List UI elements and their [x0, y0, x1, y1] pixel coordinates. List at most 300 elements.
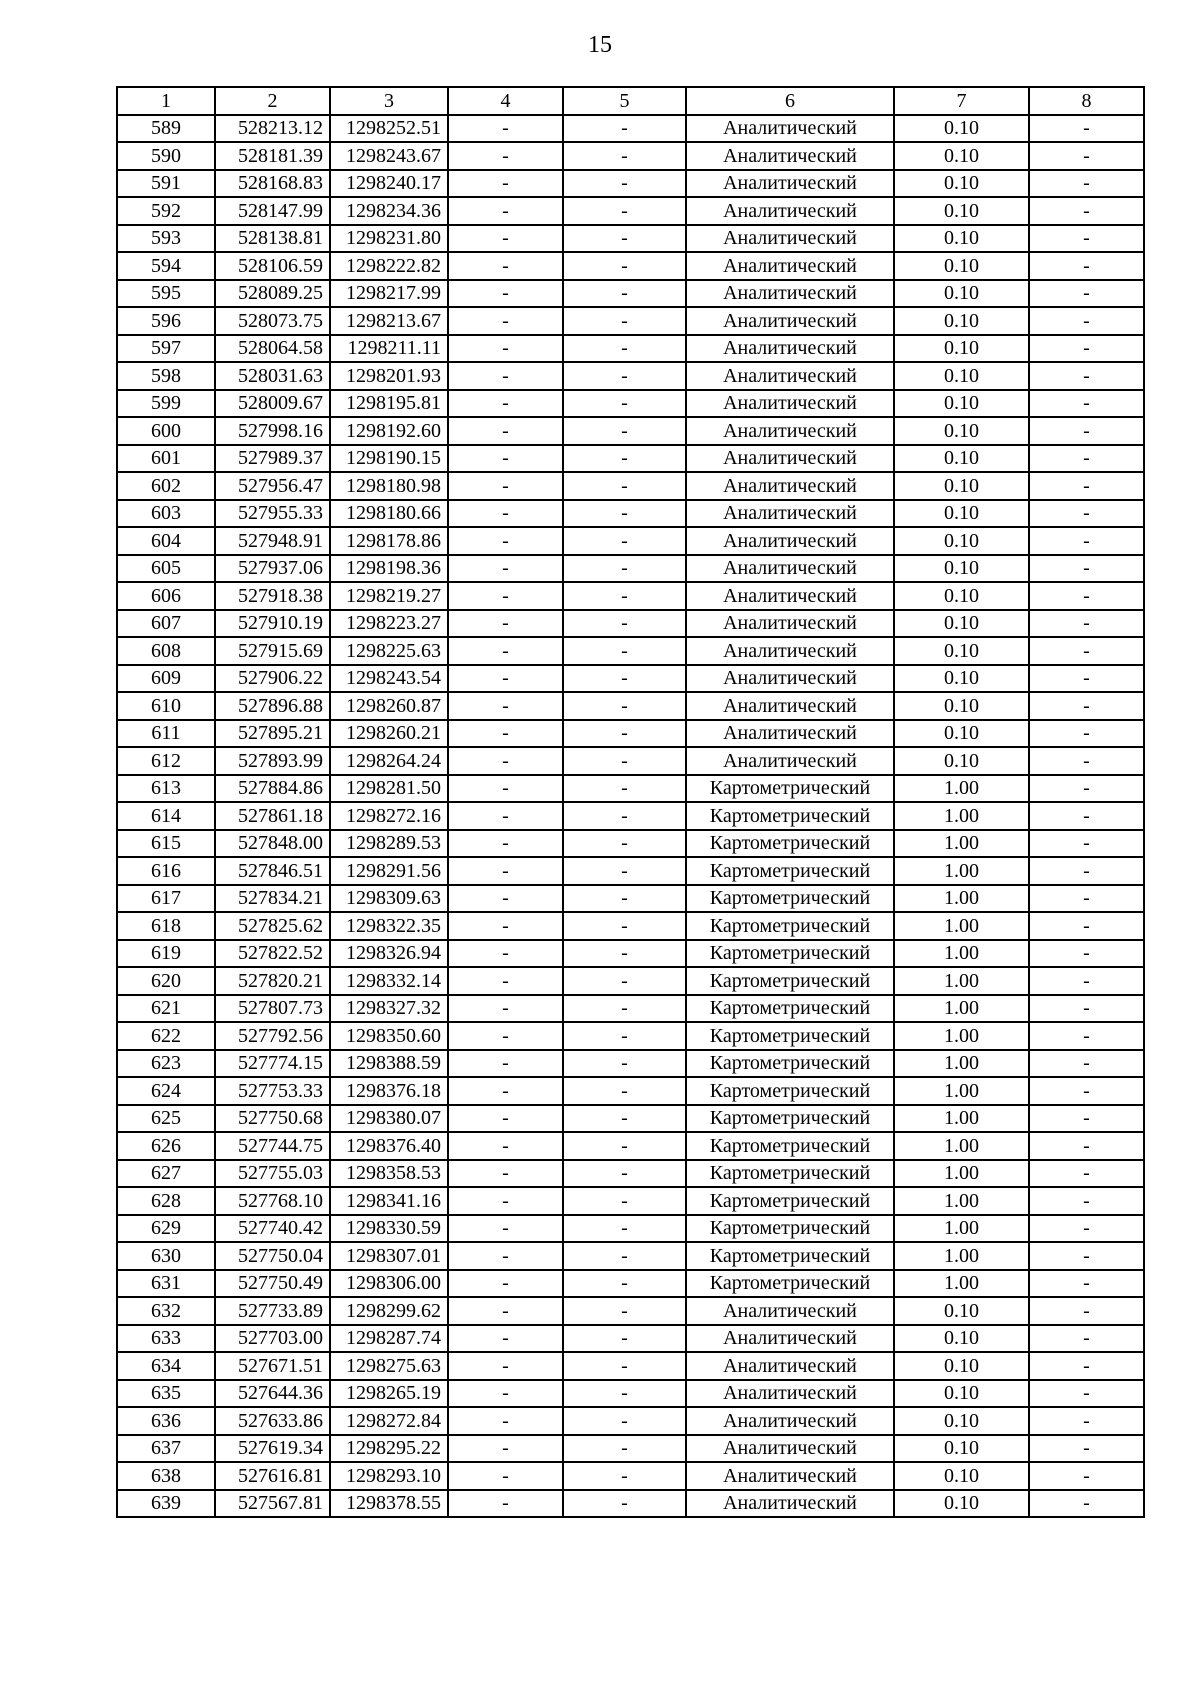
method-cell: Аналитический [686, 1325, 894, 1353]
table-row [117, 1352, 1144, 1380]
method-cell: Аналитический [686, 142, 894, 170]
col8-cell: - [1029, 252, 1144, 280]
col5-cell: - [563, 1352, 686, 1380]
col8-cell: - [1029, 1160, 1144, 1188]
col4-cell: - [448, 335, 563, 363]
col8-cell: - [1029, 1215, 1144, 1243]
accuracy-cell: 0.10 [894, 692, 1029, 720]
y-coordinate-cell: 1298388.59 [330, 1050, 448, 1078]
column-header: 4 [448, 87, 563, 115]
col4-cell: - [448, 472, 563, 500]
col8-cell: - [1029, 170, 1144, 198]
col8-cell: - [1029, 1022, 1144, 1050]
point-number-cell: 602 [117, 472, 215, 500]
method-cell: Картометрический [686, 995, 894, 1023]
x-coordinate-cell: 527918.38 [215, 582, 330, 610]
table-row [117, 1435, 1144, 1463]
col5-cell: - [563, 1325, 686, 1353]
col8-cell: - [1029, 555, 1144, 583]
y-coordinate-cell: 1298295.22 [330, 1435, 448, 1463]
column-header: 8 [1029, 87, 1144, 115]
table-row [117, 115, 1144, 143]
x-coordinate-cell: 527820.21 [215, 967, 330, 995]
accuracy-cell: 1.00 [894, 857, 1029, 885]
accuracy-cell: 0.10 [894, 582, 1029, 610]
col8-cell: - [1029, 1462, 1144, 1490]
col8-cell: - [1029, 280, 1144, 308]
column-header: 3 [330, 87, 448, 115]
table-row [117, 857, 1144, 885]
col8-cell: - [1029, 115, 1144, 143]
method-cell: Аналитический [686, 527, 894, 555]
col4-cell: - [448, 720, 563, 748]
col4-cell: - [448, 610, 563, 638]
point-number-cell: 597 [117, 335, 215, 363]
accuracy-cell: 0.10 [894, 1407, 1029, 1435]
method-cell: Картометрический [686, 1132, 894, 1160]
point-number-cell: 639 [117, 1490, 215, 1518]
method-cell: Аналитический [686, 115, 894, 143]
point-number-cell: 626 [117, 1132, 215, 1160]
method-cell: Аналитический [686, 417, 894, 445]
point-number-cell: 598 [117, 362, 215, 390]
col5-cell: - [563, 472, 686, 500]
method-cell: Картометрический [686, 830, 894, 858]
col8-cell: - [1029, 582, 1144, 610]
col4-cell: - [448, 1215, 563, 1243]
y-coordinate-cell: 1298309.63 [330, 885, 448, 913]
col5-cell: - [563, 830, 686, 858]
col5-cell: - [563, 1050, 686, 1078]
coordinates-table [116, 86, 1145, 1518]
x-coordinate-cell: 527753.33 [215, 1077, 330, 1105]
col8-cell: - [1029, 197, 1144, 225]
x-coordinate-cell: 528073.75 [215, 307, 330, 335]
col8-cell: - [1029, 307, 1144, 335]
col4-cell: - [448, 1050, 563, 1078]
table-row [117, 197, 1144, 225]
table-row [117, 582, 1144, 610]
method-cell: Аналитический [686, 720, 894, 748]
point-number-cell: 615 [117, 830, 215, 858]
table-row [117, 1490, 1144, 1518]
table-row [117, 610, 1144, 638]
y-coordinate-cell: 1298341.16 [330, 1187, 448, 1215]
point-number-cell: 621 [117, 995, 215, 1023]
table-row [117, 362, 1144, 390]
col4-cell: - [448, 307, 563, 335]
col4-cell: - [448, 1077, 563, 1105]
col4-cell: - [448, 692, 563, 720]
col8-cell: - [1029, 1407, 1144, 1435]
method-cell: Картометрический [686, 775, 894, 803]
y-coordinate-cell: 1298350.60 [330, 1022, 448, 1050]
y-coordinate-cell: 1298192.60 [330, 417, 448, 445]
accuracy-cell: 0.10 [894, 1462, 1029, 1490]
point-number-cell: 599 [117, 390, 215, 418]
col5-cell: - [563, 115, 686, 143]
accuracy-cell: 0.10 [894, 115, 1029, 143]
col5-cell: - [563, 692, 686, 720]
method-cell: Картометрический [686, 1270, 894, 1298]
y-coordinate-cell: 1298307.01 [330, 1242, 448, 1270]
col8-cell: - [1029, 857, 1144, 885]
method-cell: Аналитический [686, 555, 894, 583]
col8-cell: - [1029, 1490, 1144, 1518]
method-cell: Картометрический [686, 1160, 894, 1188]
table-row [117, 775, 1144, 803]
point-number-cell: 620 [117, 967, 215, 995]
col5-cell: - [563, 417, 686, 445]
col5-cell: - [563, 1490, 686, 1518]
x-coordinate-cell: 527774.15 [215, 1050, 330, 1078]
col8-cell: - [1029, 527, 1144, 555]
col4-cell: - [448, 115, 563, 143]
col4-cell: - [448, 225, 563, 253]
table-row [117, 637, 1144, 665]
table-body [117, 115, 1144, 1518]
col5-cell: - [563, 225, 686, 253]
accuracy-cell: 0.10 [894, 500, 1029, 528]
method-cell: Аналитический [686, 170, 894, 198]
table-row [117, 940, 1144, 968]
x-coordinate-cell: 527750.49 [215, 1270, 330, 1298]
table-row [117, 912, 1144, 940]
x-coordinate-cell: 527956.47 [215, 472, 330, 500]
y-coordinate-cell: 1298287.74 [330, 1325, 448, 1353]
col5-cell: - [563, 775, 686, 803]
point-number-cell: 625 [117, 1105, 215, 1133]
col4-cell: - [448, 1022, 563, 1050]
y-coordinate-cell: 1298376.18 [330, 1077, 448, 1105]
point-number-cell: 630 [117, 1242, 215, 1270]
col5-cell: - [563, 1242, 686, 1270]
accuracy-cell: 0.10 [894, 527, 1029, 555]
table-row [117, 1160, 1144, 1188]
point-number-cell: 606 [117, 582, 215, 610]
y-coordinate-cell: 1298264.24 [330, 747, 448, 775]
table-row [117, 967, 1144, 995]
method-cell: Аналитический [686, 692, 894, 720]
col8-cell: - [1029, 1352, 1144, 1380]
col4-cell: - [448, 1325, 563, 1353]
x-coordinate-cell: 528009.67 [215, 390, 330, 418]
col8-cell: - [1029, 775, 1144, 803]
method-cell: Аналитический [686, 390, 894, 418]
table-row [117, 995, 1144, 1023]
x-coordinate-cell: 527989.37 [215, 445, 330, 473]
table-row [117, 1325, 1144, 1353]
col8-cell: - [1029, 500, 1144, 528]
accuracy-cell: 0.10 [894, 610, 1029, 638]
col8-cell: - [1029, 1270, 1144, 1298]
y-coordinate-cell: 1298322.35 [330, 912, 448, 940]
col4-cell: - [448, 967, 563, 995]
accuracy-cell: 0.10 [894, 335, 1029, 363]
method-cell: Аналитический [686, 610, 894, 638]
x-coordinate-cell: 527644.36 [215, 1380, 330, 1408]
y-coordinate-cell: 1298299.62 [330, 1297, 448, 1325]
col8-cell: - [1029, 885, 1144, 913]
x-coordinate-cell: 527750.68 [215, 1105, 330, 1133]
accuracy-cell: 0.10 [894, 720, 1029, 748]
accuracy-cell: 1.00 [894, 940, 1029, 968]
point-number-cell: 614 [117, 802, 215, 830]
col5-cell: - [563, 885, 686, 913]
table-row [117, 1050, 1144, 1078]
col5-cell: - [563, 1380, 686, 1408]
accuracy-cell: 1.00 [894, 995, 1029, 1023]
table-row [117, 885, 1144, 913]
y-coordinate-cell: 1298272.84 [330, 1407, 448, 1435]
y-coordinate-cell: 1298195.81 [330, 390, 448, 418]
y-coordinate-cell: 1298378.55 [330, 1490, 448, 1518]
y-coordinate-cell: 1298332.14 [330, 967, 448, 995]
col5-cell: - [563, 995, 686, 1023]
accuracy-cell: 0.10 [894, 417, 1029, 445]
col5-cell: - [563, 362, 686, 390]
x-coordinate-cell: 527792.56 [215, 1022, 330, 1050]
col5-cell: - [563, 582, 686, 610]
method-cell: Аналитический [686, 472, 894, 500]
accuracy-cell: 0.10 [894, 197, 1029, 225]
point-number-cell: 607 [117, 610, 215, 638]
col4-cell: - [448, 142, 563, 170]
page-number: 15 [588, 32, 612, 58]
x-coordinate-cell: 528213.12 [215, 115, 330, 143]
method-cell: Аналитический [686, 1435, 894, 1463]
col4-cell: - [448, 995, 563, 1023]
col8-cell: - [1029, 225, 1144, 253]
point-number-cell: 608 [117, 637, 215, 665]
accuracy-cell: 1.00 [894, 967, 1029, 995]
x-coordinate-cell: 527937.06 [215, 555, 330, 583]
table-row [117, 390, 1144, 418]
col4-cell: - [448, 940, 563, 968]
col4-cell: - [448, 830, 563, 858]
col5-cell: - [563, 912, 686, 940]
col4-cell: - [448, 857, 563, 885]
col4-cell: - [448, 527, 563, 555]
table-row [117, 665, 1144, 693]
table-row [117, 1132, 1144, 1160]
col4-cell: - [448, 1435, 563, 1463]
point-number-cell: 619 [117, 940, 215, 968]
accuracy-cell: 0.10 [894, 472, 1029, 500]
point-number-cell: 593 [117, 225, 215, 253]
col4-cell: - [448, 1407, 563, 1435]
point-number-cell: 596 [117, 307, 215, 335]
x-coordinate-cell: 527755.03 [215, 1160, 330, 1188]
col4-cell: - [448, 445, 563, 473]
table-row [117, 1215, 1144, 1243]
x-coordinate-cell: 527633.86 [215, 1407, 330, 1435]
col4-cell: - [448, 1380, 563, 1408]
method-cell: Аналитический [686, 1462, 894, 1490]
y-coordinate-cell: 1298358.53 [330, 1160, 448, 1188]
table-row [117, 417, 1144, 445]
accuracy-cell: 0.10 [894, 307, 1029, 335]
col5-cell: - [563, 967, 686, 995]
accuracy-cell: 1.00 [894, 1187, 1029, 1215]
col8-cell: - [1029, 1325, 1144, 1353]
col4-cell: - [448, 417, 563, 445]
method-cell: Картометрический [686, 1215, 894, 1243]
method-cell: Аналитический [686, 1490, 894, 1518]
accuracy-cell: 0.10 [894, 637, 1029, 665]
col5-cell: - [563, 555, 686, 583]
x-coordinate-cell: 527807.73 [215, 995, 330, 1023]
x-coordinate-cell: 527910.19 [215, 610, 330, 638]
col4-cell: - [448, 500, 563, 528]
col8-cell: - [1029, 1187, 1144, 1215]
y-coordinate-cell: 1298213.67 [330, 307, 448, 335]
method-cell: Аналитический [686, 1407, 894, 1435]
col4-cell: - [448, 665, 563, 693]
col8-cell: - [1029, 1050, 1144, 1078]
y-coordinate-cell: 1298291.56 [330, 857, 448, 885]
method-cell: Аналитический [686, 1380, 894, 1408]
accuracy-cell: 1.00 [894, 1105, 1029, 1133]
x-coordinate-cell: 527893.99 [215, 747, 330, 775]
table-row [117, 720, 1144, 748]
col8-cell: - [1029, 967, 1144, 995]
y-coordinate-cell: 1298260.21 [330, 720, 448, 748]
table-row [117, 1407, 1144, 1435]
accuracy-cell: 0.10 [894, 1297, 1029, 1325]
x-coordinate-cell: 527834.21 [215, 885, 330, 913]
x-coordinate-cell: 527703.00 [215, 1325, 330, 1353]
point-number-cell: 628 [117, 1187, 215, 1215]
accuracy-cell: 0.10 [894, 665, 1029, 693]
col4-cell: - [448, 362, 563, 390]
y-coordinate-cell: 1298252.51 [330, 115, 448, 143]
col8-cell: - [1029, 390, 1144, 418]
method-cell: Картометрический [686, 967, 894, 995]
col5-cell: - [563, 280, 686, 308]
point-number-cell: 622 [117, 1022, 215, 1050]
accuracy-cell: 1.00 [894, 1242, 1029, 1270]
y-coordinate-cell: 1298306.00 [330, 1270, 448, 1298]
table-row [117, 1242, 1144, 1270]
col5-cell: - [563, 1105, 686, 1133]
x-coordinate-cell: 527915.69 [215, 637, 330, 665]
method-cell: Аналитический [686, 582, 894, 610]
x-coordinate-cell: 528168.83 [215, 170, 330, 198]
accuracy-cell: 0.10 [894, 362, 1029, 390]
y-coordinate-cell: 1298326.94 [330, 940, 448, 968]
x-coordinate-cell: 527846.51 [215, 857, 330, 885]
table-row [117, 1297, 1144, 1325]
method-cell: Аналитический [686, 307, 894, 335]
col4-cell: - [448, 1105, 563, 1133]
column-header: 1 [117, 87, 215, 115]
y-coordinate-cell: 1298272.16 [330, 802, 448, 830]
column-header: 6 [686, 87, 894, 115]
col8-cell: - [1029, 995, 1144, 1023]
col5-cell: - [563, 252, 686, 280]
method-cell: Аналитический [686, 637, 894, 665]
col5-cell: - [563, 1435, 686, 1463]
col5-cell: - [563, 1022, 686, 1050]
point-number-cell: 616 [117, 857, 215, 885]
accuracy-cell: 0.10 [894, 747, 1029, 775]
x-coordinate-cell: 527671.51 [215, 1352, 330, 1380]
point-number-cell: 592 [117, 197, 215, 225]
col4-cell: - [448, 1187, 563, 1215]
col8-cell: - [1029, 830, 1144, 858]
point-number-cell: 638 [117, 1462, 215, 1490]
col8-cell: - [1029, 1077, 1144, 1105]
y-coordinate-cell: 1298243.54 [330, 665, 448, 693]
x-coordinate-cell: 528181.39 [215, 142, 330, 170]
x-coordinate-cell: 528089.25 [215, 280, 330, 308]
x-coordinate-cell: 527948.91 [215, 527, 330, 555]
y-coordinate-cell: 1298180.66 [330, 500, 448, 528]
col8-cell: - [1029, 1105, 1144, 1133]
col5-cell: - [563, 1187, 686, 1215]
table-row [117, 225, 1144, 253]
col4-cell: - [448, 1462, 563, 1490]
x-coordinate-cell: 527744.75 [215, 1132, 330, 1160]
x-coordinate-cell: 528147.99 [215, 197, 330, 225]
method-cell: Аналитический [686, 665, 894, 693]
col4-cell: - [448, 747, 563, 775]
col8-cell: - [1029, 1380, 1144, 1408]
method-cell: Картометрический [686, 1105, 894, 1133]
x-coordinate-cell: 527884.86 [215, 775, 330, 803]
table-row [117, 280, 1144, 308]
x-coordinate-cell: 528138.81 [215, 225, 330, 253]
point-number-cell: 613 [117, 775, 215, 803]
point-number-cell: 633 [117, 1325, 215, 1353]
table-row [117, 527, 1144, 555]
point-number-cell: 610 [117, 692, 215, 720]
y-coordinate-cell: 1298330.59 [330, 1215, 448, 1243]
y-coordinate-cell: 1298211.11 [330, 335, 448, 363]
method-cell: Картометрический [686, 802, 894, 830]
x-coordinate-cell: 527848.00 [215, 830, 330, 858]
y-coordinate-cell: 1298281.50 [330, 775, 448, 803]
table-row [117, 307, 1144, 335]
point-number-cell: 623 [117, 1050, 215, 1078]
method-cell: Аналитический [686, 225, 894, 253]
accuracy-cell: 0.10 [894, 390, 1029, 418]
table-row [117, 692, 1144, 720]
method-cell: Аналитический [686, 747, 894, 775]
accuracy-cell: 1.00 [894, 802, 1029, 830]
y-coordinate-cell: 1298243.67 [330, 142, 448, 170]
method-cell: Аналитический [686, 252, 894, 280]
point-number-cell: 637 [117, 1435, 215, 1463]
y-coordinate-cell: 1298217.99 [330, 280, 448, 308]
accuracy-cell: 0.10 [894, 170, 1029, 198]
col4-cell: - [448, 1490, 563, 1518]
col4-cell: - [448, 1242, 563, 1270]
y-coordinate-cell: 1298223.27 [330, 610, 448, 638]
accuracy-cell: 0.10 [894, 1352, 1029, 1380]
x-coordinate-cell: 527955.33 [215, 500, 330, 528]
col4-cell: - [448, 280, 563, 308]
accuracy-cell: 1.00 [894, 1050, 1029, 1078]
point-number-cell: 631 [117, 1270, 215, 1298]
point-number-cell: 594 [117, 252, 215, 280]
table-row [117, 1022, 1144, 1050]
col4-cell: - [448, 197, 563, 225]
col5-cell: - [563, 142, 686, 170]
col5-cell: - [563, 1215, 686, 1243]
x-coordinate-cell: 527825.62 [215, 912, 330, 940]
